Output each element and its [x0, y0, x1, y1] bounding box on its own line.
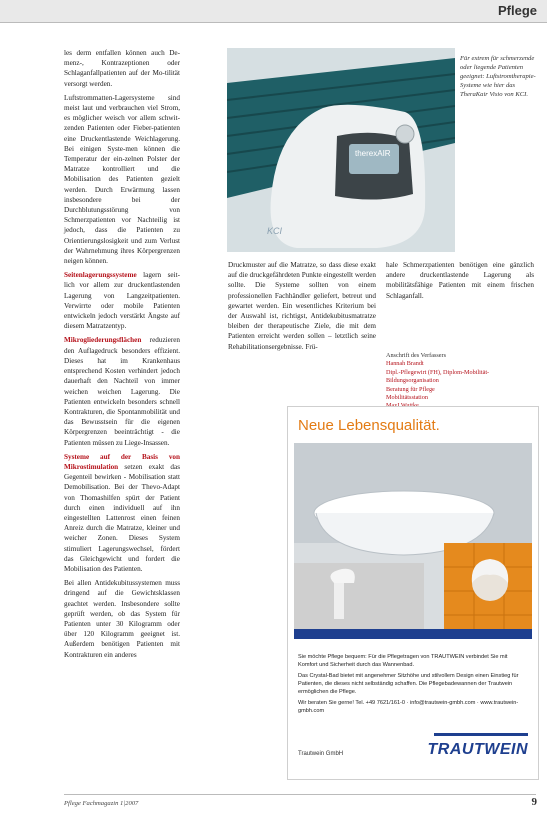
paragraph: Luftstrommatten-Lagersysteme sind meist laut und verbrauchen viel Strom, es möglicher weisch vor allem schwit-zenden Patienten oder Fieber-patienten eine Druckentlastende Weichlagerung. Bei einigen Syste-men können die Temperatur der ein-zelnen Polster der Matratze kontrolliert und die Mobilisation des Patienten gezielt werden. Durch Erwärmung lassen insbesondere bei der Durchblutungsstörung von Schmerzpatienten vor Nachteilig ist jedoch, dass die Patienten zu Orientierungslosigkeit und zum Verlust der Wahrnehmung ihres Körpergrenzen neigen können. — [64, 93, 180, 266]
brand-mark: KCI — [267, 226, 283, 236]
advertisement[interactable] — [287, 406, 539, 780]
ad-footer: Trautwein GmbH — [298, 751, 344, 757]
article-column-2 — [228, 260, 376, 356]
ad-contact[interactable]: Wir beraten Sie gerne! Tel. +49 7621/161-0 · info@trautwein-gmbh.com · www.trautwein-gmbh.com — [298, 700, 519, 714]
author-line: Dipl.-Pflegewirt (FH), Diplom-Mobilität-Bildungsorganisation — [386, 368, 490, 385]
section-title: Pflege — [497, 3, 537, 18]
paragraph: Mikrogliederungsflächen reduzieren den Auflagedruck besonders effizient. Dieses hat im Krankenhaus entsprechend Kosten verhindert jedoch dauerhaft den Nachteil von immer weichen weichen Lagerung. Die Patienten entwickeln besonders schnell Kontrakturen, die Spontanmobilität und das Bewusstsein für die eigenen Körpergrenzen beeinträchtigt - die Patienten müssen zu Liege-Insassen. — [64, 336, 180, 447]
paragraph: Systeme auf der Basis von Mikrostimulation setzen exakt das Gegenteil bewirken - Mobilisation statt Demobilisation. Bei der Thevo-Adapt von Thomashilfen spürt der Patient durch einen individuell auf ihn eingestellten Lattenrost einen feinen Anreiz durch die Matratze, kleiner und weicher Zonen. Dieses System stimuliert Lagerungswechsel, fördert das Gleichgewicht und fordert die Mobilisation des Patienten. — [64, 452, 180, 573]
paragraph: Bei allen Antidekubitussystemen muss dringend auf die Gewichtsklassen geachtet werden. Insbesondere sollte geprüft werden, ob das System für Patienten unter 30 Kilogramm oder über 120 Kilogramm geeignet ist. Außerdem benötigen Patienten mit Kontrakturen ein anderes — [64, 579, 180, 659]
paragraph: Druckmuster auf die Matratze, so dass diese exakt auf die druckgefährdeten Punkte eingestellt werden sollte. Die Systeme sollten von einem professionellen Fachhändler geliefert, betreut und gewartet werden. Ein wesentliches Kriterium bei der Auswahl ist, richtigst, Antidekubitusmatratze bleiben der therapeutische Ziele, die mit dem Patienten erreicht werden sollen – letztlich seine Rehabilitationsergebnisse. Frü- — [228, 261, 376, 351]
device-screen-label: therexAIR — [355, 149, 391, 158]
ad-paragraph: Sie möchte Pflege bequem: Für die Pflegetragen von TRAUTWEIN verbindet Sie mit Komfort und Sicherheit durch das Wannenbad. — [298, 654, 508, 668]
ad-headline: Neue Lebensqualität. — [298, 417, 440, 434]
ad-paragraph: Das Crystal-Bad bietet mit angenehmer Sitzhöhe und stilvollem Design einen Einstieg für Patienten, die dieses nicht selbständig schaffen. Die Pflegebadewannen der Trautwein ermöglichen die Pflege. — [298, 673, 519, 695]
author-line: Mobilitätsstation — [386, 394, 428, 402]
ad-image — [294, 443, 532, 639]
author-address-heading: Anschrift des Verfassers — [386, 352, 447, 359]
paragraph: les derm entfallen können auch De-menz-, Kontrazeptionen oder Schlaganfallpatienten auf der Mo-tilität versorgt werden. — [64, 49, 180, 88]
ad-body — [298, 653, 528, 718]
product-photo — [227, 48, 455, 252]
article-column-1 — [64, 48, 180, 664]
photo-caption: Für extrem für schmerzende oder liegende Patienten geeignet: Luftstromtherapie-Systeme wie hier das TheraKair Visio von KCI. — [460, 55, 536, 98]
trautwein-logo: TRAUTWEIN — [427, 741, 528, 758]
header-divider — [0, 22, 547, 23]
footer-publication: Pflege Fachmagazin 1|2007 — [64, 800, 139, 807]
footer-divider — [64, 794, 536, 795]
logo-bar — [434, 733, 528, 736]
page-number: 9 — [531, 796, 537, 808]
air-mattress-device-image — [227, 48, 455, 252]
header-band — [0, 0, 547, 22]
paragraph: hale Schmerzpatienten benötigen eine gänzlich andere druckentlastende Lagerung als mobilitätsfähige Patienten mit einem frischen Schlaganfall. — [386, 261, 534, 300]
paragraph: Seitenlagerungssysteme lagern seit-lich vor allem zur druckentlastenden Lagerung von Langzeitpatienten. Verwirrte oder mobile Patienten entwickeln jedoch verstärkt Ängste auf diesem Matratzentyp. — [64, 271, 180, 331]
author-line: Hannah Brandt — [386, 360, 424, 368]
author-line: Beratung für Pflege — [386, 385, 435, 393]
article-column-3 — [386, 260, 534, 305]
author-address — [386, 352, 536, 411]
bathtub-illustration — [294, 443, 532, 639]
